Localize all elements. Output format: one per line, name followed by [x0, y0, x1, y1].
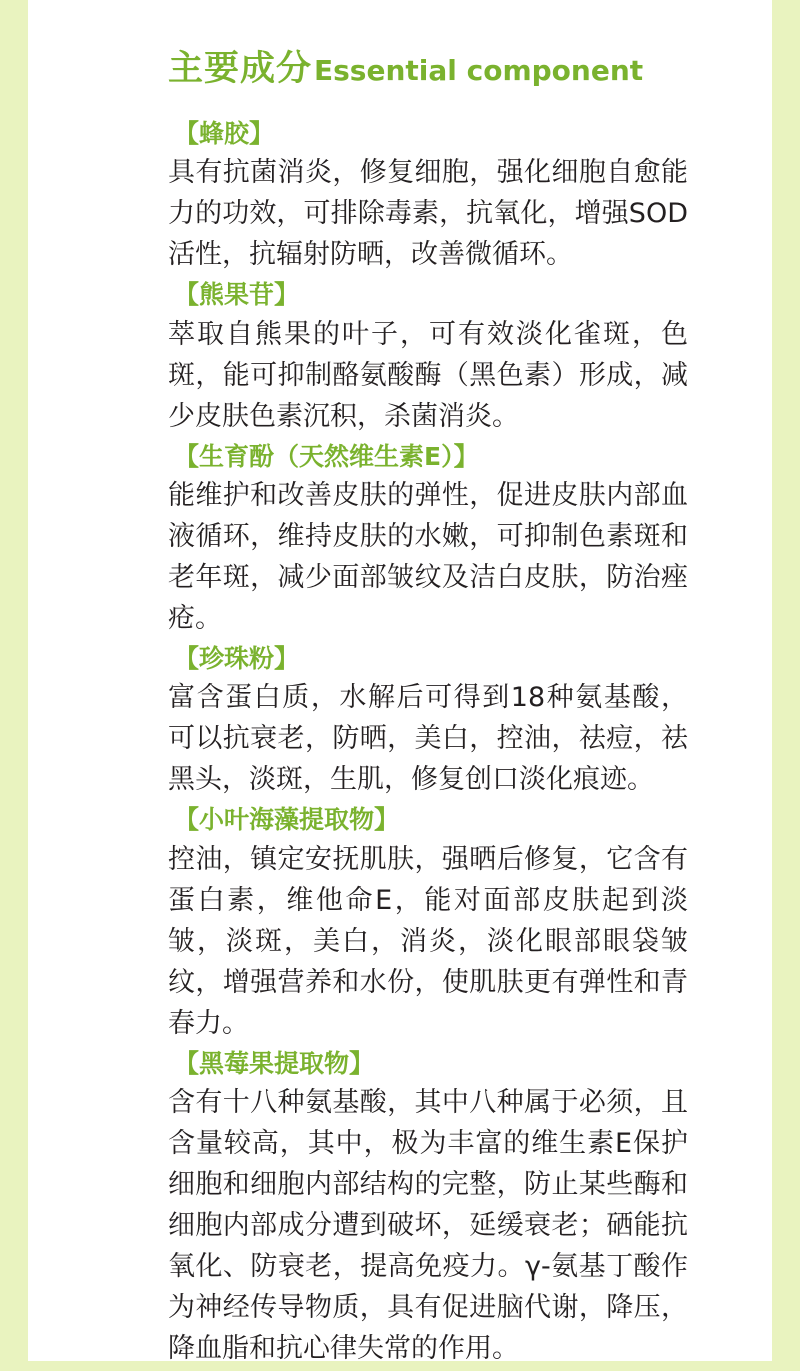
ingredient-description: 富含蛋白质，水解后可得到18种氨基酸，可以抗衰老，防晒，美白，控油，祛痘，祛黑头，淡斑，生肌，修复创口淡化痕迹。 — [168, 682, 688, 796]
ingredient-section — [168, 641, 688, 800]
ingredient-section — [168, 277, 688, 436]
ingredient-description: 控油，镇定安抚肌肤，强晒后修复，它含有蛋白素，维他命E，能对面部皮肤起到淡皱，淡斑，美白，消炎，淡化眼部眼袋皱纹，增强营养和水份，使肌肤更有弹性和青春力。 — [168, 843, 688, 1039]
ingredient-heading: 【珍珠粉】 — [174, 644, 300, 674]
ingredient-heading: 【小叶海藻提取物】 — [174, 805, 400, 835]
page-title-en: Essential component — [314, 54, 644, 87]
ingredient-heading: 【黑莓果提取物】 — [174, 1048, 375, 1078]
ingredient-heading: 【熊果苷】 — [174, 280, 300, 310]
content-sheet — [28, 0, 772, 1365]
ingredient-description: 能维护和改善皮肤的弹性，促进皮肤内部血液循环，维持皮肤的水嫩，可抑制色素斑和老年斑，减少面部皱纹及洁白皮肤，防治痤疮。 — [168, 479, 688, 635]
ingredient-description: 含有十八种氨基酸，其中八种属于必须，且含量较高，其中，极为丰富的维生素E保护细胞和细胞内部结构的完整，防止某些酶和细胞内部成分遭到破坏，延缓衰老；硒能抗氧化、防衰老，提高免疫力。γ-氨基丁酸作为神经传导物质，具有促进脑代谢，降压，降血脂和抗心律失常的作用。 — [168, 1087, 688, 1365]
ingredient-heading: 【蜂胶】 — [174, 119, 275, 148]
ingredient-heading: 【生育酚（天然维生素E）】 — [174, 441, 479, 471]
page-title-cn: 主要成分 — [168, 49, 313, 89]
ingredient-description: 萃取自熊果的叶子，可有效淡化雀斑，色斑，能可抑制酪氨酸酶（黑色素）形成，减少皮肤色素沉积，杀菌消炎。 — [168, 318, 688, 432]
page-title — [168, 48, 688, 90]
ingredient-description: 具有抗菌消炎，修复细胞，强化细胞自愈能力的功效，可排除毒素，抗氧化，增强SOD活性，抗辐射防晒，改善微循环。 — [168, 157, 688, 271]
ingredient-section — [168, 116, 688, 275]
content-column — [168, 48, 688, 1371]
ingredient-section — [168, 802, 688, 1043]
ingredient-section — [168, 1046, 688, 1369]
ingredient-section — [168, 439, 688, 639]
